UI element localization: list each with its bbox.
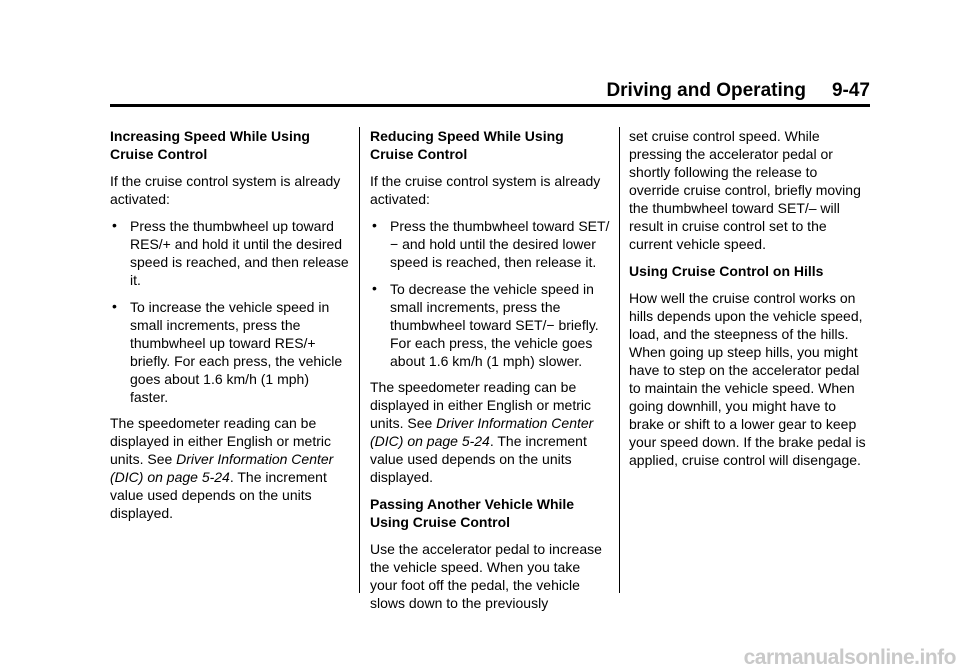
- heading-passing-vehicle: Passing Another Vehicle While Using Cruise Control: [370, 496, 575, 530]
- column-divider-2: [619, 127, 620, 593]
- list-item-text: To increase the vehicle speed in small increments, press the thumbwheel up toward RES/+ briefly. For each press, the vehicle goes about 1.6 km/h (1 mph) faster.: [130, 299, 343, 405]
- column-2: [370, 127, 610, 621]
- paragraph: If the cruise control system is already activated:: [370, 173, 601, 207]
- column-1: [110, 127, 350, 531]
- paragraph-text: The speedometer reading can be displayed in either English or metric units. See: [370, 379, 591, 431]
- paragraph-text: . The increment value used depends on the units displayed.: [110, 469, 327, 521]
- header-rule: [110, 104, 870, 107]
- heading-cruise-hills: Using Cruise Control on Hills: [629, 263, 824, 279]
- column-3: [629, 127, 869, 478]
- cross-reference-link[interactable]: Driver Information Center (DIC) on page 5-24: [370, 415, 594, 449]
- paragraph: How well the cruise control works on hills depends upon the vehicle speed, load, and the steepness of the hills. When going up steep hills, you might have to step on the accelerator pedal to maintain the vehicle speed. When going downhill, you might have to brake or shift to a lower gear to keep your speed down. If the brake pedal is applied, cruise control will disengage.: [629, 290, 866, 468]
- column-divider-1: [359, 127, 360, 593]
- paragraph: [370, 378, 610, 486]
- list-item-text: Press the thumbwheel toward SET/− and hold until the desired lower speed is reached, then release it.: [390, 218, 610, 270]
- bullet-icon: •: [372, 217, 377, 233]
- paragraph-text: The speedometer reading can be displayed in either English or metric units. See: [110, 415, 331, 467]
- bullet-icon: •: [112, 298, 117, 314]
- watermark: carmanualsonline.info: [743, 646, 956, 669]
- paragraph: If the cruise control system is already activated:: [110, 173, 341, 207]
- heading-reducing-speed: Reducing Speed While Using Cruise Control: [370, 128, 564, 162]
- bullet-list: [110, 217, 350, 406]
- bullet-icon: •: [372, 280, 377, 296]
- list-item: [370, 280, 610, 370]
- bullet-icon: •: [112, 217, 117, 233]
- paragraph-text: . The increment value used depends on the units displayed.: [370, 433, 587, 485]
- cross-reference-link[interactable]: Driver Information Center (DIC) on page 5-24: [110, 451, 334, 485]
- page-number: 9-47: [831, 80, 870, 101]
- section-title: Driving and Operating: [606, 80, 806, 101]
- list-item: [110, 217, 350, 289]
- paragraph: Use the accelerator pedal to increase the vehicle speed. When you take your foot off the pedal, the vehicle slows down to the previously: [370, 541, 602, 611]
- paragraph: [110, 414, 350, 522]
- paragraph: set cruise control speed. While pressing the accelerator pedal or shortly following the release to override cruise control, briefly moving the thumbwheel toward SET/– will result in cruise control set to the current vehicle speed.: [629, 128, 861, 252]
- bullet-list: [370, 217, 610, 370]
- list-item: [370, 217, 610, 271]
- heading-increasing-speed: Increasing Speed While Using Cruise Control: [110, 128, 310, 162]
- list-item-text: To decrease the vehicle speed in small increments, press the thumbwheel toward SET/− briefly. For each press, the vehicle goes about 1.6 km/h (1 mph) slower.: [390, 281, 599, 369]
- page-header: [110, 80, 870, 102]
- list-item: [110, 298, 350, 406]
- list-item-text: Press the thumbwheel up toward RES/+ and hold it until the desired speed is reached, and then release it.: [130, 218, 349, 288]
